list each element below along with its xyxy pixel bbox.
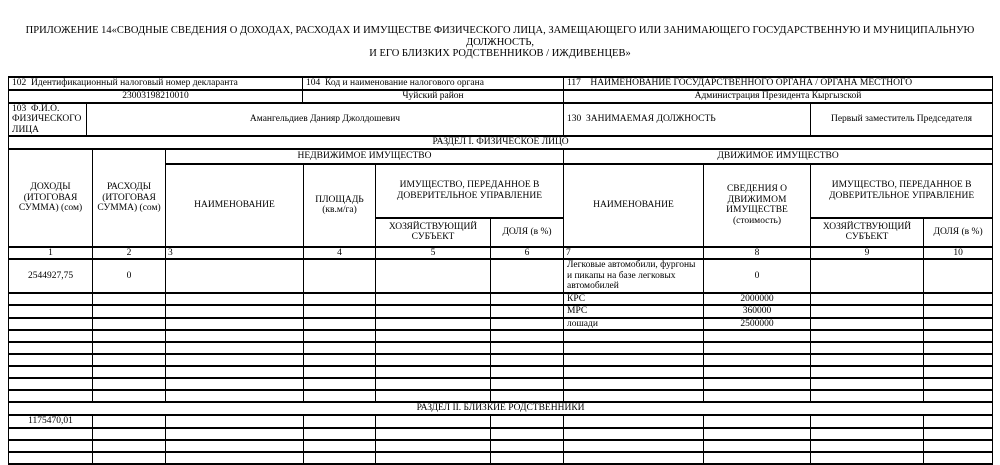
table-cell: [166, 366, 304, 378]
table-cell: 1175470,01: [9, 415, 93, 428]
table-cell: [491, 305, 564, 318]
table-row: [9, 415, 993, 428]
table-cell: [704, 366, 811, 378]
table-row: [9, 342, 993, 354]
table-cell: [9, 390, 93, 402]
table-cell: [93, 366, 166, 378]
table-cell: [811, 354, 924, 366]
table-cell: [811, 330, 924, 342]
table-cell: [704, 342, 811, 354]
table-cell: [304, 293, 376, 306]
table-cell: [564, 415, 704, 428]
col-number: 6: [491, 247, 564, 260]
table-cell: [704, 330, 811, 342]
section-1-title: РАЗДЕЛ I. ФИЗИЧЕСКОЕ ЛИЦО: [9, 136, 993, 149]
section-2-title-body: [9, 402, 993, 415]
col-number: 9: [811, 247, 924, 260]
table-cell: [376, 318, 491, 331]
table-cell: [93, 452, 166, 464]
table-cell: [9, 366, 93, 378]
table-row: [9, 305, 993, 318]
fio-value: Амангельдиев Данияр Джолдошевич: [87, 103, 564, 137]
table-cell: [304, 390, 376, 402]
person-row: [9, 103, 993, 137]
table-cell: [564, 428, 704, 440]
table-cell: [376, 259, 491, 293]
table-cell: [704, 440, 811, 452]
table-cell: [304, 318, 376, 331]
col-number: 2: [93, 247, 166, 260]
table-cell: [304, 452, 376, 464]
table-cell: [376, 342, 491, 354]
table-row: [9, 259, 993, 293]
table-cell: [376, 452, 491, 464]
section-1-title-row: [9, 136, 993, 149]
table-cell: [924, 318, 993, 331]
table-cell: [704, 452, 811, 464]
table-cell: [376, 305, 491, 318]
table-cell: [376, 354, 491, 366]
col-header-share-movable: ДОЛЯ (в %): [924, 218, 993, 247]
table-cell: [166, 293, 304, 306]
group-header-movable: ДВИЖИМОЕ ИМУЩЕСТВО: [564, 149, 993, 164]
table-cell: [166, 330, 304, 342]
table-cell: [93, 293, 166, 306]
table-cell: [304, 330, 376, 342]
position-value: Первый заместитель Председателя: [811, 103, 993, 137]
table-cell: [93, 342, 166, 354]
table-cell: [376, 390, 491, 402]
group-header-row: [9, 149, 993, 164]
info-labels-row: [9, 77, 993, 90]
table-cell: [93, 330, 166, 342]
table-cell: [166, 452, 304, 464]
table-cell: [924, 342, 993, 354]
table-cell: [166, 342, 304, 354]
table-cell: [9, 378, 93, 390]
table-cell: [166, 305, 304, 318]
table-cell: [811, 415, 924, 428]
table-cell: [166, 440, 304, 452]
table-cell: [924, 354, 993, 366]
table-cell: [304, 366, 376, 378]
table-cell: [564, 378, 704, 390]
table-cell: [924, 293, 993, 306]
group-header-immovable: НЕДВИЖИМОЕ ИМУЩЕСТВО: [166, 149, 564, 164]
table-cell: [304, 440, 376, 452]
table-cell: 2544927,75: [9, 259, 93, 293]
table-row: [9, 366, 993, 378]
col-number: 7: [564, 247, 704, 260]
table-cell: [491, 452, 564, 464]
section-1-body: [9, 259, 993, 402]
table-cell: [924, 452, 993, 464]
col-header-share-immovable: ДОЛЯ (в %): [491, 218, 564, 247]
table-cell: [376, 330, 491, 342]
table-cell: [491, 440, 564, 452]
table-cell: [304, 259, 376, 293]
col-header-entity-movable: ХОЗЯЙСТВУЮЩИЙ СУБЪЕКТ: [811, 218, 924, 247]
table-cell: МРС: [564, 305, 704, 318]
table-cell: [924, 428, 993, 440]
table-cell: [166, 378, 304, 390]
state-org-value: Администрация Президента Кыргызской: [564, 90, 993, 103]
table-row: [9, 428, 993, 440]
table-cell: [166, 390, 304, 402]
table-cell: [924, 440, 993, 452]
col-header-entity-immovable: ХОЗЯЙСТВУЮЩИЙ СУБЪЕКТ: [376, 218, 491, 247]
section-2-title: РАЗДЕЛ II. БЛИЗКИЕ РОДСТВЕННИКИ: [9, 402, 993, 415]
tax-org-value: Чуйский район: [303, 90, 564, 103]
table-row: [9, 354, 993, 366]
table-cell: [811, 305, 924, 318]
table-cell: [93, 354, 166, 366]
table-cell: [166, 354, 304, 366]
table-cell: [811, 318, 924, 331]
table-cell: [491, 390, 564, 402]
table-cell: [924, 378, 993, 390]
col-number: 10: [924, 247, 993, 260]
table-cell: [9, 428, 93, 440]
table-cell: [491, 428, 564, 440]
table-cell: [9, 452, 93, 464]
table-cell: [704, 354, 811, 366]
table-cell: [491, 342, 564, 354]
table-cell: [491, 293, 564, 306]
table-cell: [376, 293, 491, 306]
declaration-table: [8, 135, 993, 465]
col-number: 8: [704, 247, 811, 260]
table-cell: [166, 428, 304, 440]
table-cell: [93, 305, 166, 318]
state-org-label: 117 НАИМЕНОВАНИЕ ГОСУДАРСТВЕННОГО ОРГАНА / ОРГАНА МЕСТНОГО: [564, 77, 993, 90]
table-cell: [491, 330, 564, 342]
table-cell: лошади: [564, 318, 704, 331]
table-cell: [704, 378, 811, 390]
table-cell: [564, 342, 704, 354]
document-title: [8, 25, 992, 60]
table-cell: [564, 390, 704, 402]
table-cell: [811, 378, 924, 390]
table-cell: [9, 318, 93, 331]
table-cell: [166, 318, 304, 331]
info-values-row: [9, 90, 993, 103]
table-cell: [491, 318, 564, 331]
table-cell: [304, 378, 376, 390]
col-header-movable-info: СВЕДЕНИЯ О ДВИЖИМОМ ИМУЩЕСТВЕ (стоимость): [704, 164, 811, 247]
col-number: 3: [166, 247, 304, 260]
col-header-area: ПЛОЩАДЬ (кв.м/га): [304, 164, 376, 247]
table-cell: [304, 428, 376, 440]
table-cell: [491, 259, 564, 293]
document-title-line1: ПРИЛОЖЕНИЕ 14«СВОДНЫЕ СВЕДЕНИЯ О ДОХОДАХ, РАСХОДАХ И ИМУЩЕСТВЕ ФИЗИЧЕСКОГО ЛИЦА, ЗАМЕЩАЮЩЕГО ИЛИ ЗАНИМАЮЩЕГО ГОСУДАРСТВЕННУЮ И МУНИЦИПАЛЬНУЮ ДОЛЖНОСТЬ,: [25, 25, 975, 48]
tax-org-label: 104 Код и наименование налогового органа: [303, 77, 564, 90]
table-cell: КРС: [564, 293, 704, 306]
table-row: [9, 318, 993, 331]
table-cell: 360000: [704, 305, 811, 318]
table-cell: [304, 354, 376, 366]
col-header-income: ДОХОДЫ (ИТОГОВАЯ СУММА) (сом): [9, 149, 93, 247]
table-cell: [93, 415, 166, 428]
table-cell: [811, 390, 924, 402]
col-header-movable-name: НАИМЕНОВАНИЕ: [564, 164, 704, 247]
section-2-body: [9, 415, 993, 464]
table-cell: [376, 415, 491, 428]
group-header-immovable-trust: ИМУЩЕСТВО, ПЕРЕДАННОЕ В ДОВЕРИТЕЛЬНОЕ УПРАВЛЕНИЕ: [376, 164, 564, 218]
table-cell: [811, 259, 924, 293]
table-cell: [9, 293, 93, 306]
table-cell: [704, 428, 811, 440]
table-cell: [811, 452, 924, 464]
table-cell: [811, 428, 924, 440]
table-cell: [924, 330, 993, 342]
table-row: [9, 452, 993, 464]
column-number-row: [9, 247, 993, 260]
table-cell: [811, 440, 924, 452]
table-cell: [376, 366, 491, 378]
table-cell: 0: [704, 259, 811, 293]
group-header-movable-trust: ИМУЩЕСТВО, ПЕРЕДАННОЕ В ДОВЕРИТЕЛЬНОЕ УПРАВЛЕНИЕ: [811, 164, 993, 218]
col-number: 4: [304, 247, 376, 260]
table-cell: [491, 354, 564, 366]
table-cell: [491, 378, 564, 390]
table-cell: [9, 354, 93, 366]
table-cell: [564, 452, 704, 464]
table-cell: [304, 415, 376, 428]
table-cell: [376, 378, 491, 390]
table-cell: [304, 342, 376, 354]
table-cell: [924, 415, 993, 428]
table-cell: [811, 293, 924, 306]
col-header-immovable-name: НАИМЕНОВАНИЕ: [166, 164, 304, 247]
table-row: [9, 440, 993, 452]
table-cell: [564, 330, 704, 342]
col-number: 5: [376, 247, 491, 260]
table-cell: [93, 428, 166, 440]
table-cell: [924, 390, 993, 402]
table-cell: [9, 342, 93, 354]
table-cell: [93, 378, 166, 390]
table-cell: Легковые автомобили, фургоны и пикапы на базе легковых автомобилей: [564, 259, 704, 293]
table-cell: [924, 305, 993, 318]
table-cell: [166, 259, 304, 293]
table-cell: [811, 366, 924, 378]
tin-value: 23003198210010: [9, 90, 303, 103]
table-cell: [924, 259, 993, 293]
table-cell: [9, 330, 93, 342]
table-cell: [491, 366, 564, 378]
table-cell: [93, 440, 166, 452]
table-row: [9, 293, 993, 306]
declarant-info-table: [8, 76, 993, 138]
col-number: 1: [9, 247, 93, 260]
table-cell: [376, 440, 491, 452]
table-cell: [811, 342, 924, 354]
table-cell: [924, 366, 993, 378]
table-cell: [93, 318, 166, 331]
position-label: 130 ЗАНИМАЕМАЯ ДОЛЖНОСТЬ: [564, 103, 811, 137]
table-cell: [564, 440, 704, 452]
table-cell: 0: [93, 259, 166, 293]
table-cell: [166, 415, 304, 428]
document-title-line2: И ЕГО БЛИЗКИХ РОДСТВЕННИКОВ / ИЖДИВЕНЦЕВ»: [369, 48, 631, 59]
table-cell: [564, 354, 704, 366]
table-cell: [9, 440, 93, 452]
table-row: [9, 390, 993, 402]
table-cell: [491, 415, 564, 428]
table-cell: [9, 305, 93, 318]
table-cell: [376, 428, 491, 440]
fio-label: 103 Ф.И.О. ФИЗИЧЕСКОГО ЛИЦА: [9, 103, 87, 137]
table-cell: 2500000: [704, 318, 811, 331]
table-cell: [704, 390, 811, 402]
table-cell: [304, 305, 376, 318]
table-row: [9, 330, 993, 342]
table-cell: [564, 366, 704, 378]
table-cell: [93, 390, 166, 402]
table-row: [9, 378, 993, 390]
col-header-expenses: РАСХОДЫ (ИТОГОВАЯ СУММА) (сом): [93, 149, 166, 247]
section-2-title-row: [9, 402, 993, 415]
table-cell: [704, 415, 811, 428]
tin-label: 102 Идентификационный налоговый номер декларанта: [9, 77, 303, 90]
table-cell: 2000000: [704, 293, 811, 306]
